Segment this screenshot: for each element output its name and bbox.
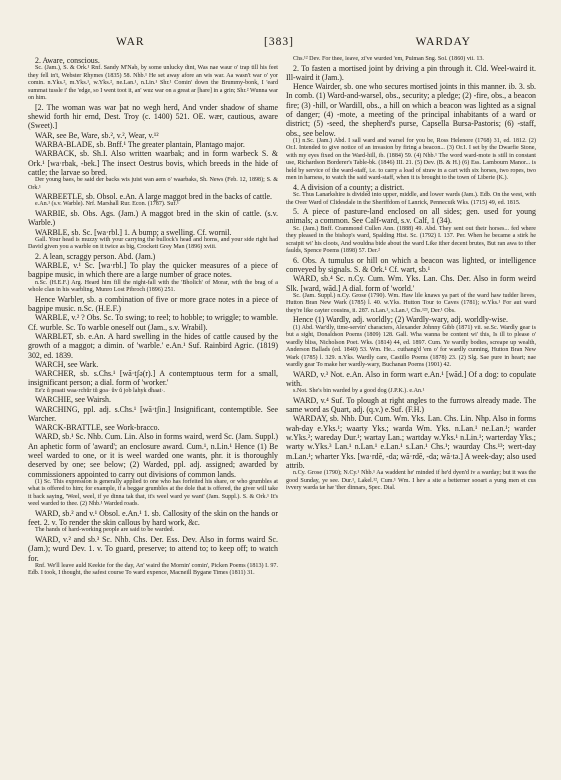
dictionary-paragraph: n.Cy. Grose (1790); N.Cy.¹ Nhb.¹ Aa waddent he' minded if he'd dyen'd iv a warday; but it was the good Sunday, ye see. Dur.¹, Lakel.¹², Cum.¹ Wm. I hev a site a betterner sooart a yung men et cus ivvery warda tæ hæ 'ther dinnars, Spec. Dial.	[286, 470, 536, 492]
dictionary-paragraph: Sc. (Jam.) Bnff. Crammond Cullen Ann. (1888) 49. Abd. They sent out their horses... fed where they pleased in the bishop's ward, Spalding Hist. Sc. (1792) I. 137. Per. When he became a stirk he scraipit wi' his cloots, And wouldna bide about the ward Like ither decent brutes, But ran awa to ither faulds, Spence Poems (1898) 57. Der.²	[286, 225, 536, 255]
dictionary-paragraph: Sc. Thus Lanarkshire is divided into upper, middle, and lower wards (Jam.). Edb. On the west, with the Over Ward of Clidesdale in the Sheriffdom of Lanrick, Pennecuik Wks. (1715) 49, ed. 1815.	[286, 192, 536, 206]
dictionary-paragraph: WARD, sb.¹ Sc. Nhb. Cum. Lin. Also in forms waird, werd Sc. (Jam. Suppl.) An aphetic form of 'award'; an enclosure award. Cum.¹, n.Lin.¹ Hence (1) Be weel warded to one, or it is weel warded one wants, phr. it is thoroughly deserved by one; see below; (2) Warded, ppl. adj. assigned; awarded by commissioners appointed to carry out divisions of common lands.	[28, 432, 278, 479]
dictionary-paragraph: 4. A division of a county; a district.	[293, 182, 405, 192]
dictionary-paragraph: The hands of hard-working people are said to be warded.	[35, 527, 175, 534]
dictionary-paragraph: (1) Abd. War'dly, time-servin' characters, Alexander Johnny Gibb (1871) vii. se.Sc. Wardly gear is but a sight, Donaldson Poems (1809) 128. Gall. Wha wanna be content wi' this, Is ill to please o' wardly bliss, Nicholson Poet. Wks. (1814) 44, ed. 1897. Cum. Ye wardly bodies, screape up wealth, Anderson Ballads (ed. 1840) 53. Wm. He... cuthang'd 'em o' for wardly cunning, Hutton Bran New Wark (1785) l. 329. n.Yks. Wardly care, Castillo Poems (1878) 23. (2) Slg. Sae pure in heart; nae wardly gear To make her wardly-wary, Buchanan Poems (1901) 42.	[286, 324, 536, 369]
dictionary-paragraph: WARCK-BRATTLE, see Work-bracco.	[35, 423, 160, 433]
dictionary-paragraph: WARCHING, ppl. adj. s.Chs.¹ [wā·tʃin.] Insignificant, contemptible. See Warcher.	[28, 404, 278, 423]
dictionary-paragraph: Hence Wairder, sb. one who secures mortised joints in this manner. ib. 3. sb. In comb. (1) Ward-and-warsel, obs., security; a pledge; (2) -fire, obs., a beacon fire; (3) -hill, or Wardill, obs., a hill on which a beacon was lighted as a signal of danger; (4) -mote, a meeting of the principal inhabitants of a ward or district; (5) -seed, the shepherd's purse, Capsella Bursa-Pastoris; (6) -staff, obs., see below.	[286, 82, 536, 138]
dictionary-paragraph: WARBA-BLADE, sb. Bnff.¹ The greater plantain, Plantago major.	[35, 139, 245, 149]
dictionary-paragraph: WAR, see Be, Ware, sb.², v.², Wear, v.¹²	[35, 130, 159, 140]
dictionary-paragraph: WARBIE, sb. Obs. Ags. (Jam.) A maggot bred in the skin of cattle. (s.v. Warble.)	[28, 208, 278, 228]
dictionary-paragraph: WARD, v.² and sb.³ Sc. Nhb. Chs. Der. Ess. Dev. Also in forms waird Sc. (Jam.); wurd Dev. 1. v. To guard, preserve; to attend to; to keep off; to watch for.	[28, 534, 278, 563]
dictionary-paragraph: 2. Aware, conscious.	[35, 56, 100, 65]
dictionary-paragraph: WARD, v.⁴ Suf. To plough at right angles to the furrows already made. The same word as Quart, adj. (q.v.) e.Suf. (F.H.)	[286, 395, 536, 415]
header-right-word: WARDAY	[415, 36, 471, 48]
dictionary-paragraph: 2. A lean, scraggy person. Abd. (Jam.)	[35, 251, 156, 261]
dictionary-paragraph: WARBACK, sb. Sh.I. Also written waarbak; and in form warbeck S. & Ork.¹ [wa·rbak, -bek.] The insect Oestrus bovis, which breeds in the hide of cattle; the larvae so bred.	[28, 149, 278, 177]
dictionary-paragraph: WARD, sb.² and v.¹ Obsol. e.An.¹ 1. sb. Callosity of the skin on the hands or feet. 2. v. To render the skin callous by hard work, &c.	[28, 508, 278, 528]
dictionary-paragraph: Hence (1) Wardly, adj. worldly; (2) Wardly-wary, adj. worldly-wise.	[293, 315, 508, 325]
dictionary-paragraph: WARBLE, sb. Sc. [wa·rbl.] 1. A bump; a swelling. Cf. wornil.	[35, 227, 232, 237]
dictionary-paragraph: WARBLE, v.¹ Sc. [wa·rbl.] To play the quicker measures of a piece of bagpipe music, in which there are a large number of grace notes.	[28, 261, 278, 280]
dictionary-paragraph: e.An.¹ (s.v. Warble). Nrf. Marshall Rur. Econ. (1787). Suf.¹	[35, 201, 179, 208]
dictionary-paragraph: [2. The woman was war þat no wegh herd, And vnder shadow of shame shewid forth hir ernd, Dest. Troy (c. 1400) 521. OE. wær, cautious, aware (Sweet).]	[28, 102, 278, 131]
header-left-word: WAR	[116, 36, 145, 48]
running-header	[28, 36, 533, 52]
dictionary-paragraph: 6. Obs. A tumulus or hill on which a beacon was lighted, or intelligence conveyed by signals. S. & Ork.¹ Cf. wart, sb.¹	[286, 255, 536, 275]
dictionary-paragraph: WARCHIE, see Wairsh.	[35, 395, 111, 405]
dictionary-paragraph: Gall. Your head is muzzy with your carrying the bullock's head and horns, and your side right had David given you a warble on it twice as big, Crockett Grey Man (1896) xviii.	[28, 236, 278, 251]
dictionary-paragraph: Der young baes, be said der backs wis juist wan aem o' waarbaks, Sh. News (Feb. 12, 1898); S. & Ork.¹	[28, 177, 278, 191]
dictionary-paragraph: Ee'z ŭ praati waa·rchŭr tŭ goa· ŭv ŭ job lahyk dhaat·.	[35, 387, 165, 394]
dictionary-paragraph: WARCH, see Wark.	[35, 359, 99, 369]
dictionary-paragraph: 2. To fasten a mortised joint by driving a pin through it. Cld. Weel-waird it. Ill-waird it (Jam.).	[286, 63, 536, 82]
dictionary-paragraph: Rnf. We'll leave auld Keekie for the day, An' waird the Mornin' comin', Picken Poems (1813) I. 97. Edb. I took, I thought, the safest course To ward expence, Macneill Bygane Times (1811) 31.	[28, 562, 278, 577]
dictionary-paragraph: 5. A piece of pasture-land enclosed on all sides; gen. used for young animals; a common. See Calf-ward, s.v. Calf, 1 (34).	[286, 207, 536, 226]
page-number: [383]	[264, 36, 294, 48]
dictionary-paragraph: WARBEETLE, sb. Obsol. e.An. A large maggot bred in the backs of cattle.	[35, 192, 272, 202]
right-column	[286, 56, 536, 766]
dictionary-paragraph: Hence Warbler, sb. a combination of five or more grace notes in a piece of bagpipe music. n.Sc. (H.E.F.)	[28, 294, 278, 314]
dictionary-paragraph: n.Sc. (H.E.F.) Arg. Heard him fill the night-fall with the 'Bholich' of Morar, with the brag of a whole clan in his warbling, Munro Lost Pibroch (1896) 251.	[28, 279, 278, 294]
dictionary-paragraph: WARBLE, v.² ? Obs. Sc. To swing; to reel; to hobble; to wriggle; to wamble. Cf. wurble. Sc. To warble oneself out (Jam., s.v. Wrabil).	[28, 313, 278, 332]
dictionary-paragraph: Sc. (Jam.), S. & Ork.¹ Rnf. Sandy M'Nab, by some unlucky dint, Was nae waur o' trap till his feet they fell in't, Webster Rhymes (1835) 58. Nhb.¹ He set away afore an wis war. Aa wasn't war o' yor comin. n.Yks.², m.Yks.¹, w.Yks.², ne.Lan.¹, n.Lin.¹ Shr.¹ Comin' down the Brummy-bonk, I 'eard summat tussle i' the 'edge, so I went toot it, an' wuz war on a great ar [hare] in a grin; Shr.² Wunna war on him.	[28, 65, 278, 102]
dictionary-paragraph: Chs.¹² Dev. For thee, leave, zi've wurded 'em, Pulman Sng. Sol. (1860) vii. 13.	[293, 56, 484, 62]
dictionary-paragraph: WARBLET, sb. e.An. A hard swelling in the hides of cattle caused by the growth of a maggot; a dimin. of 'warble.' e.An.¹ Suf. Rainbird Agric. (1819) 302, ed. 1839.	[28, 331, 278, 360]
dictionary-paragraph: (1) Sc. This expression is generally applied to one who has forfeited his share, or who grumbles at what is offered to him; for example, if a beggar grumbles at the dole that is offered, the giver will take it back saying, 'Weel, weel, if ye dinna tak that, it's weel ward ye want' (Jam. Suppl.). S. & Ork.¹ It's weel warded to thee. (2) Nhb.¹ Warded roads.	[28, 478, 278, 508]
left-column	[28, 56, 278, 766]
dictionary-paragraph: WARDAY, sb. Nhb. Dur. Cum. Wm. Yks. Lan. Chs. Lin. Nhp. Also in forms wah-day e.Yks.¹; waarty Yks.; warda Wm. Yks. n.Lan.¹ ne.Lan.¹; warder w.Yks.²; wareday Dur.¹; wartay Lan.; wartday w.Yks.¹ n.Lin.¹; warterday Yks.; warty w.Yks.³ Lan.¹ n.Lan.¹ e.Lan.¹ s.Lan.¹ Chs.¹; waurday Chs.¹³; wert-day m.Lan.¹; wharter Yks. [wa·rdē, -da; wā·rdē, -da; wā·tə.] A week-day; also used attrib.	[286, 414, 536, 470]
dictionary-paragraph: s.Not. She's bin warded by a good dog (J.P.K.). e.An.¹	[293, 388, 425, 395]
dictionary-paragraph: Sc. (Jam. Suppl.) n.Cy. Grose (1790). Wm. Haw lile knaws ya part of the ward haw tudder lieves, Hutton Bran New Wark (1785) l. 40. w.Yks. Hutton Tour to Caves (1781); w.Yks.¹ For aut ward they're like cayter cousins, ii. 287. n.Lan.¹, s.Lan.¹, Chs.¹²³, Der.¹ Obs.	[286, 292, 536, 314]
dictionary-paragraph: WARD, v.³ Not. e.An. Also in form wart e.An.¹ [wād.] Of a dog: to copulate with.	[286, 369, 536, 389]
dictionary-paragraph: WARCHER, sb. s.Chs.¹ [wā·tʃə(r).] A contemptuous term for a small, insignificant person; a dial. form of 'worker.'	[28, 369, 278, 388]
dictionary-paragraph: WARD, sb.⁴ Sc. n.Cy. Cum. Wm. Yks. Lan. Chs. Der. Also in form weird Slk. [ward, wād.] A dial. form of 'world.'	[286, 274, 536, 293]
dictionary-paragraph: (1) n.Sc. (Jam.) Abd. I sall ward and warsel for you be, Ross Helenore (1768) 31, ed. 1812. (2) Or.I. Intended to give notice of an invasion by firing a beacon... (3) Or.I. I set by the Dwarfie Stone, with my eyes fixed on the Ward-hill, ib. (1884) 59. (4) Nhb.¹ The word ward-mote is still in constant use, Richardson Borderer's Table-bk. (1846) III. 21. (5) Dev. (B. & H.) (6) Ess. Lambourn Manor... is held by service of the ward-staff, i.e. to carry a load of straw in a cart with six horses, two ropes, two men in harness, to watch the said ward-staff, when it is brought to the town of Liberie (K.).	[286, 137, 536, 182]
